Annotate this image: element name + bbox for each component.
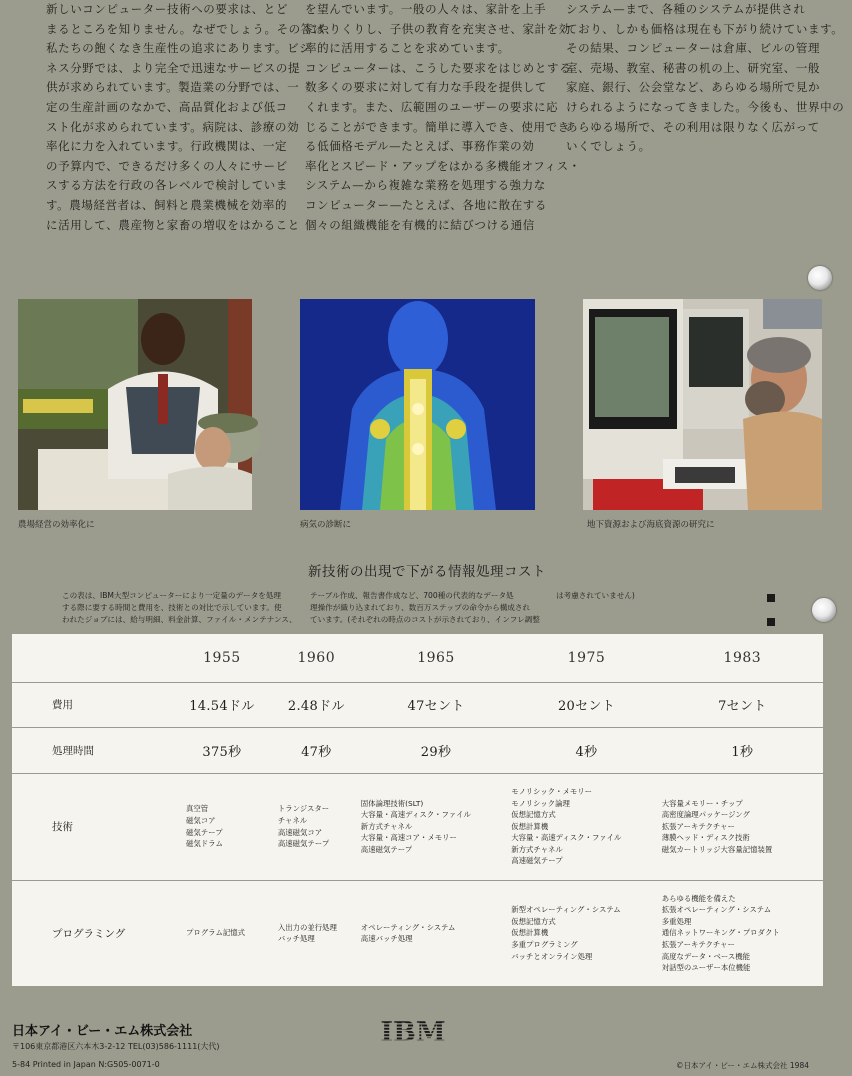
body-text-line: 数多くの要求に対して有力な手段を提供して — [305, 80, 547, 95]
body-text-line: を望んでいます。一般の人々は、家計を上手 — [305, 2, 547, 16]
ibm-logo — [380, 1017, 446, 1048]
table-list-item: 仮想計算機 — [511, 928, 549, 938]
body-text-line: くれます。また、広範囲のユーザーの要求に応 — [305, 99, 559, 114]
cost-1960: 2.48ドル — [272, 682, 361, 727]
year-1983: 1983 — [723, 649, 762, 666]
table-list-item: 新型オペレーティング・システム — [511, 905, 621, 915]
table-list-item: 多重処理 — [661, 916, 692, 926]
cost-1983: 7セント — [662, 682, 823, 727]
header-empty-cell — [12, 634, 172, 682]
table-list-item: 高速磁気コア — [277, 827, 323, 837]
time-1960: 47秒 — [272, 727, 361, 773]
table-list-item: プログラム記憶式 — [186, 928, 246, 938]
table-list-item: 高度なデータ・ベース機能 — [661, 951, 751, 961]
table-list-item: 大容量メモリー・チップ — [661, 798, 743, 808]
row-label-programming: プログラミング — [12, 880, 172, 986]
table-list-item: 入出力の並行処理 — [277, 922, 337, 932]
table-row-cost — [12, 682, 823, 727]
body-text-line: の予算内で、できるだけ多くの人々にサービ — [46, 158, 288, 173]
table-list-item: 高速磁気テープ — [360, 844, 413, 854]
body-text-line: システム—まで、各種のシステムが提供され — [566, 2, 806, 16]
table-list-item: 多重プログラミング — [511, 940, 578, 950]
table-list-item: 磁気カートリッジ大容量記憶装置 — [661, 844, 773, 854]
table-list-item: 磁気テープ — [186, 827, 223, 837]
body-text-line: 室、売場、教室、秘書の机の上、研究室、一般 — [566, 60, 821, 75]
table-list-item: 薄膜ヘッド・ディスク技術 — [661, 833, 750, 843]
table-list-item: 仮想計算機 — [511, 821, 549, 831]
body-text-line: 個々の組織機能を有機的に結びつける通信 — [305, 217, 535, 232]
caption-photo-1: 農場経営の効率化に — [18, 520, 95, 530]
body-text-line: 私たちの飽くなき生産性の追求にあります。ビジ — [46, 41, 312, 56]
table-list-item: 拡張アーキテクチャー — [661, 940, 735, 950]
table-list-item: 新方式チャネル — [511, 844, 563, 854]
table-list-item: 大容量・高速ディスク・ファイル — [360, 810, 471, 820]
print-code: 5-84 Printed in Japan N:G505-0071-0 — [12, 1060, 160, 1069]
body-text-line: コンピューターは、こうした要求をはじめとする — [305, 60, 572, 75]
body-text-line: 率化に力を入れています。行政機関は、一定 — [46, 139, 288, 154]
body-text-column-1 — [46, 0, 338, 235]
body-text-line: コンピューター—たとえば、各地に散在する — [305, 197, 547, 212]
company-name: 日本アイ・ビー・エム株式会社 — [12, 1024, 193, 1039]
table-list-item: 拡張アーキテクチャー — [661, 821, 735, 831]
year-1960: 1960 — [297, 649, 336, 666]
photo-medical-scan — [300, 299, 535, 510]
table-list-item: 大容量・高速ディスク・ファイル — [511, 833, 622, 843]
table-list-item: 対話型のユーザー本位機能 — [661, 963, 751, 973]
table-list-item: 仮想記憶方式 — [511, 916, 556, 926]
row-label-technology: 技術 — [12, 773, 172, 880]
tech-list-1955 — [172, 773, 272, 880]
table-list-item: 大容量・高速コア・メモリー — [360, 833, 457, 843]
body-text-column-2 — [305, 0, 581, 235]
tech-list-1983 — [662, 773, 823, 880]
table-list-item: 高密度論理パッケージング — [661, 810, 750, 820]
table-list-item: 拡張オペレーティング・システム — [661, 905, 772, 915]
body-text-line: じることができます。簡単に導入でき、使用でき — [305, 119, 570, 134]
prog-list-1955 — [172, 880, 272, 986]
table-list-item: 固体論理技術(SLT) — [360, 798, 424, 808]
time-1983: 1秒 — [662, 727, 823, 773]
table-row-time — [12, 727, 823, 773]
table-list-item: トランジスター — [277, 804, 330, 814]
intro-text-3: は考慮されていません) — [556, 591, 635, 600]
cost-comparison-table — [12, 634, 823, 986]
cost-1965: 47セント — [361, 682, 511, 727]
tech-list-1960 — [272, 773, 361, 880]
prog-list-1975 — [511, 880, 661, 986]
company-address: 〒106東京都港区六本木3-2-12 TEL(03)586-1111(大代) — [12, 1042, 220, 1051]
photo-farm-management — [18, 299, 252, 510]
body-text-line: 率的に活用することを求めています。 — [305, 41, 510, 56]
copyright-notice: ©日本アイ・ビー・エム株式会社 1984 — [676, 1061, 809, 1070]
table-list-item: 真空管 — [186, 804, 209, 814]
row-label-cost: 費用 — [12, 682, 172, 727]
cost-1975: 20セント — [511, 682, 661, 727]
photo-resource-research — [583, 299, 822, 510]
cost-1955: 14.54ドル — [172, 682, 272, 727]
table-list-item: 磁気ドラム — [186, 839, 223, 849]
table-list-item: 磁気コア — [186, 815, 216, 825]
prog-list-1960 — [272, 880, 361, 986]
table-list-item: 高速磁気テープ — [277, 839, 330, 849]
body-text-line: る低価格モデル—たとえば、事務作業の効 — [305, 139, 535, 154]
table-list-item: バッチ処理 — [277, 934, 315, 944]
body-text-line: あらゆる場所で、その利用は限りなく広がって — [566, 119, 820, 134]
body-text-line: けられるようになってきました。今後も、世界中の — [566, 99, 845, 114]
body-text-line: システム—から複雑な業務を処理する強力な — [305, 178, 546, 193]
body-text-line: 家庭、銀行、公会堂など、あらゆる場所で見か — [566, 80, 821, 95]
year-1955: 1955 — [203, 649, 241, 666]
caption-photo-3: 地下資源および海底資源の研究に — [587, 520, 715, 530]
table-list-item: モノリシック・メモリー — [511, 786, 593, 796]
time-1955: 375秒 — [172, 727, 272, 773]
ibm-logo-text: IBM — [380, 1017, 446, 1048]
table-header-row — [12, 634, 823, 682]
table-row-technology — [12, 773, 823, 880]
time-1975: 4秒 — [511, 727, 661, 773]
table-list-item: 新方式チャネル — [360, 821, 413, 831]
body-text-line: ネス分野では、より完全で迅速なサービスの提 — [46, 60, 301, 75]
prog-list-1965 — [361, 880, 511, 986]
body-text-line: いくでしょう。 — [566, 139, 651, 154]
intro-text-1: この表は、IBM大型コンピューターにより一定量のデータを処理 する際に要する時間と費用を、技術との対比で示しています。使 われたジョブには、給与明細、料金計算、ファイル・メンテナンス、 — [62, 591, 297, 624]
caption-photo-2: 病気の診断に — [300, 520, 352, 530]
body-text-line: まるところを知りません。なぜでしょう。その答は、 — [46, 21, 338, 36]
tech-list-1965 — [361, 773, 511, 880]
table-list-item: 高速バッチ処理 — [360, 934, 413, 944]
table-list-item: モノリシック論理 — [511, 798, 570, 808]
table-list-item: あらゆる機能を備えた — [661, 893, 736, 903]
table-list-item: 高速磁気テープ — [511, 856, 563, 866]
body-text-line: 定の生産計画のなかで、高品質化および低コ — [46, 99, 288, 114]
bullet-marker-2 — [767, 618, 775, 626]
table-list-item: 通信ネットワーキング・プロダクト — [661, 928, 780, 938]
prog-list-1983 — [662, 880, 823, 986]
table-list-item: オペレーティング・システム — [360, 922, 456, 932]
body-text-line: 供が求められています。製造業の分野では、一 — [46, 80, 300, 95]
body-text-line: その結果、コンピューターは倉庫、ビルの管理 — [566, 41, 821, 56]
body-text-line: す。農場経営者は、飼料と農業機械を効率的 — [46, 197, 288, 212]
body-text-column-3 — [566, 0, 845, 157]
tech-list-1975 — [511, 773, 661, 880]
table-list-item: チャネル — [277, 815, 308, 825]
time-1965: 29秒 — [361, 727, 511, 773]
table-list-item: 仮想記憶方式 — [511, 810, 556, 820]
year-1975: 1975 — [567, 649, 606, 666]
intro-text-2: テーブル作成、報告書作成など、700種の代表的なデータ処 理操作が織り込まれており、数百万ステップの命令から構成され ています。(それぞれの時点のコストが示されており、インフレ調整 — [310, 591, 540, 624]
table-row-programming — [12, 880, 823, 986]
chart-title: 新技術の出現で下がる情報処理コスト — [308, 564, 546, 580]
body-text-line: 率化とスピード・アップをはかる多機能オフィス・ — [305, 158, 581, 173]
body-text-line: ており、しかも価格は現在も下がり続けています。 — [566, 21, 844, 36]
body-text-line: スする方法を行政の各レベルで検討していま — [46, 178, 288, 193]
body-text-line: にやりくりし、子供の教育を充実させ、家計を効 — [305, 21, 571, 36]
binder-hole-top — [808, 266, 832, 290]
table-list-item: バッチとオンライン処理 — [511, 951, 593, 961]
binder-hole-bottom — [812, 598, 836, 622]
row-label-time: 処理時間 — [12, 727, 172, 773]
bullet-marker-1 — [767, 594, 775, 602]
body-text-line: に活用して、農産物と家畜の増収をはかること — [46, 217, 300, 232]
body-text-line: 新しいコンピューター技術への要求は、とど — [46, 2, 288, 16]
body-text-line: スト化が求められています。病院は、診療の効 — [46, 119, 300, 134]
year-1965: 1965 — [417, 649, 455, 666]
